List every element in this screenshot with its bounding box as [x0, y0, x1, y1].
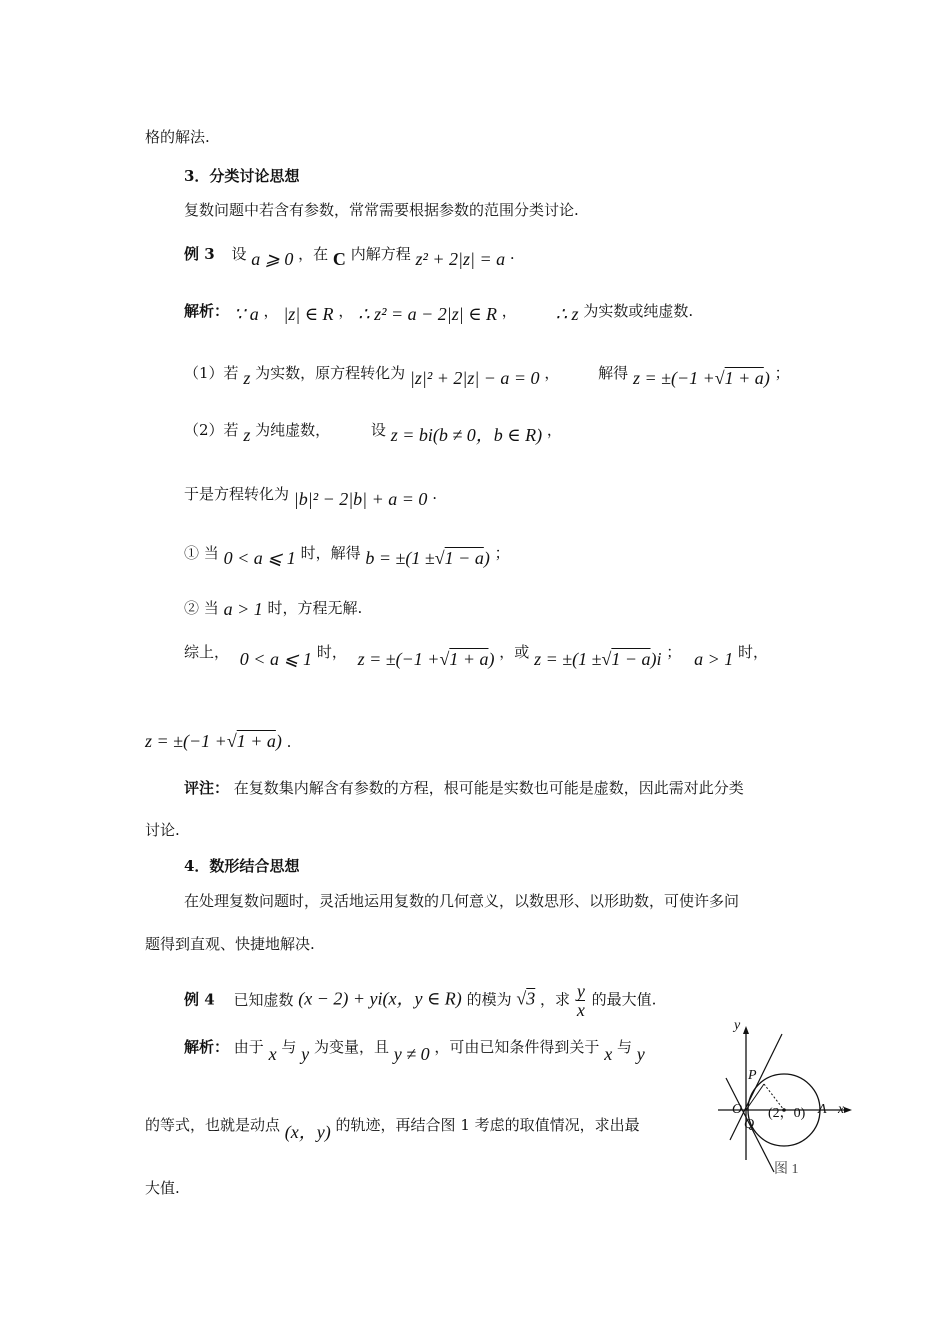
heading-text: 4．数形结合思想 — [184, 857, 300, 875]
text: ； — [774, 364, 790, 382]
text: ② 当 — [184, 599, 219, 617]
text-line — [145, 820, 180, 840]
math: z = ±(−1 +√1 + a) — [632, 368, 770, 388]
text: 与 — [616, 1038, 632, 1056]
math: |z| ∈ R — [283, 304, 334, 324]
math: ∴ z² = a − 2|z| ∈ R — [358, 304, 498, 324]
text: . — [432, 485, 437, 503]
text: 的轨迹，再结合图 1 考虑的取值情况，求出最 — [335, 1116, 640, 1134]
text: ， — [338, 302, 354, 320]
math: z — [243, 368, 251, 388]
math: a ⩾ 0 — [251, 249, 294, 269]
x-axis-label: x — [838, 1102, 845, 1117]
comment-label: 评注： — [184, 779, 230, 797]
math: y — [636, 1044, 645, 1064]
text: 大值. — [145, 1179, 180, 1197]
math-part: )i — [650, 649, 662, 669]
math: 0 < a ⩽ 1 — [223, 548, 296, 568]
solution-line — [184, 300, 694, 324]
math-part: 1 − a — [611, 649, 651, 669]
text: 设 — [370, 421, 386, 439]
figure-1-diagram — [712, 1020, 862, 1180]
math: z² + 2|z| = a — [415, 249, 506, 269]
math: x — [268, 1044, 277, 1064]
comment-line — [184, 778, 744, 798]
text-line — [184, 200, 579, 220]
text: 为实数或纯虚数. — [583, 302, 694, 320]
math: a > 1 — [694, 649, 734, 669]
solution-line — [184, 1036, 645, 1064]
text: 格的解法. — [145, 128, 210, 146]
text: 讨论. — [145, 821, 180, 839]
text: 时，解得 — [300, 544, 361, 562]
text: 于是方程转化为 — [184, 485, 290, 503]
text: 在复数集内解含有参数的方程，根可能是实数也可能是虚数，因此需对此分类 — [233, 779, 744, 797]
math-part: 3 — [526, 988, 536, 1009]
math: |b|² − 2|b| + a = 0 — [293, 489, 428, 509]
math-part: b = ±(1 ± — [365, 548, 435, 568]
text: ，求 — [540, 990, 571, 1009]
point-q-label: Q — [744, 1117, 755, 1132]
text: 的模为 — [466, 990, 512, 1009]
math: ∴ z — [555, 304, 579, 324]
text: ① 当 — [184, 544, 219, 562]
case-2 — [184, 419, 562, 445]
example-4 — [184, 982, 656, 1019]
math-part: z = ±(−1 + — [632, 368, 715, 388]
math-part: ) — [275, 731, 282, 751]
y-axis-arrow — [743, 1026, 749, 1034]
math-part: 1 − a — [444, 548, 484, 568]
math: z = ±(1 ±√1 − a)i — [534, 649, 662, 669]
section-heading-4 — [184, 856, 299, 876]
text: ； — [666, 643, 682, 661]
solution-label: 解析： — [184, 1038, 230, 1056]
math-sqrt: √3 — [516, 988, 536, 1009]
text-line — [184, 483, 437, 509]
text: ； — [494, 544, 510, 562]
text: 题得到直观、快捷地解决. — [145, 935, 315, 953]
math: x — [604, 1044, 613, 1064]
math-part: 1 + a — [724, 368, 764, 388]
text: 时， — [738, 643, 769, 661]
text: 与 — [281, 1038, 297, 1056]
math: b = ±(1 ±√1 − a) — [365, 548, 490, 568]
solution-label: 解析： — [184, 302, 230, 320]
text-line — [184, 891, 739, 911]
text: 解得 — [598, 364, 629, 382]
text: （2）若 — [184, 421, 239, 439]
math: z = bi(b ≠ 0，b ∈ R) — [390, 425, 543, 445]
math-part: ) — [483, 548, 490, 568]
text: 内解方程 — [350, 245, 411, 263]
heading-text: 3．分类讨论思想 — [184, 167, 300, 185]
case-1 — [184, 362, 790, 388]
text: 已知虚数 — [233, 990, 294, 1009]
text-line — [145, 127, 210, 147]
text: 为变量，且 — [313, 1038, 389, 1056]
text: ， — [263, 302, 279, 320]
y-axis-label: y — [734, 1018, 741, 1033]
tangent-line-upper — [730, 1034, 782, 1140]
text: 在处理复数问题时，灵活地运用复数的几何意义，以数思形、以形助数，可使许多问 — [184, 892, 740, 910]
text: 为实数，原方程转化为 — [255, 364, 406, 382]
math: ∵ a — [233, 304, 259, 324]
section-heading-3 — [184, 166, 299, 186]
text-line — [145, 1114, 640, 1142]
example-label: 例 3 — [184, 245, 215, 263]
math-part: z = ±(−1 + — [145, 731, 227, 751]
origin-label: O — [732, 1102, 743, 1117]
math-part: ) — [763, 368, 770, 388]
point-a-label: A — [818, 1102, 827, 1117]
text: ， — [501, 302, 517, 320]
math: z — [243, 425, 251, 445]
text-line — [184, 597, 362, 618]
figure-caption: 图 1 — [774, 1162, 799, 1177]
math-part: z = ±(−1 + — [357, 649, 440, 669]
text: . — [509, 245, 515, 263]
math: |z|² + 2|z| − a = 0 — [409, 368, 540, 388]
text: 时， — [316, 643, 347, 661]
x-axis-arrow — [844, 1107, 852, 1113]
denominator: x — [576, 1000, 585, 1020]
text-line — [184, 542, 510, 568]
text-line — [145, 1178, 180, 1198]
point-p-label: P — [748, 1068, 757, 1083]
math: (x − 2) + yi(x，y ∈ R) — [298, 988, 462, 1009]
center-label: (2，0) — [768, 1106, 806, 1121]
figure-1 — [712, 1020, 862, 1180]
math-part: 1 + a — [236, 731, 276, 751]
text: 由于 — [233, 1038, 264, 1056]
text: ，可由已知条件得到关于 — [434, 1038, 600, 1056]
math: y — [301, 1044, 310, 1064]
text: ，或 — [499, 643, 530, 661]
text: （1）若 — [184, 364, 239, 382]
text-line — [145, 731, 291, 752]
math: z = ±(−1 +√1 + a) — [145, 731, 282, 751]
text: 综上， — [184, 643, 230, 661]
math-part: z = ±(1 ± — [534, 649, 602, 669]
math: y ≠ 0 — [393, 1044, 430, 1064]
math: C — [332, 249, 346, 269]
text: ， — [544, 364, 560, 382]
text: 的最大值. — [591, 990, 657, 1009]
text: 为纯虚数， — [255, 421, 331, 439]
math: 0 < a ⩽ 1 — [239, 649, 313, 669]
example-3 — [184, 243, 515, 269]
text-line — [145, 934, 315, 954]
text: 的等式，也就是动点 — [145, 1116, 281, 1134]
example-label: 例 4 — [184, 990, 215, 1009]
text: 复数问题中若含有参数，常常需要根据参数的范围分类讨论. — [184, 201, 579, 219]
text: 时，方程无解. — [267, 599, 363, 617]
math: (x，y) — [284, 1122, 331, 1142]
fraction — [577, 982, 585, 1019]
numerator: y — [576, 981, 585, 1001]
text: 设 — [231, 245, 247, 263]
text: . — [286, 733, 292, 751]
text: ， — [546, 421, 562, 439]
text: ，在 — [298, 245, 329, 263]
math: a > 1 — [223, 599, 263, 619]
summary-line — [184, 641, 769, 669]
math-part: 1 + a — [449, 649, 489, 669]
math-part: ) — [488, 649, 495, 669]
math: z = ±(−1 +√1 + a) — [357, 649, 495, 669]
